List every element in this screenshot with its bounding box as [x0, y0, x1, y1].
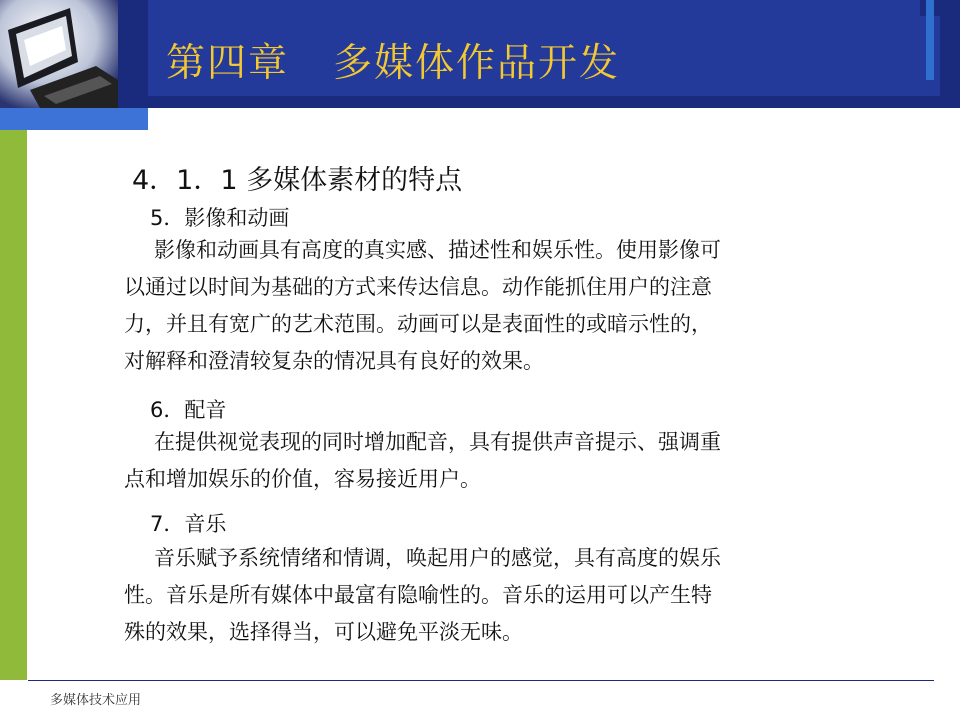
item-paragraph — [124, 232, 894, 380]
paragraph-line: 以通过以时间为基础的方式来传达信息。动作能抓住用户的注意 — [124, 275, 712, 299]
item-heading: 5．影像和动画 — [150, 206, 290, 230]
chapter-label: 第四章 — [166, 41, 290, 86]
paragraph-line: 点和增加娱乐的价值，容易接近用户。 — [124, 467, 481, 491]
paragraph-line: 影像和动画具有高度的真实感、描述性和娱乐性。使用影像可 — [154, 238, 721, 262]
footer-divider — [28, 680, 934, 681]
paragraph-line: 在提供视觉表现的同时增加配音，具有提供声音提示、强调重 — [154, 430, 721, 454]
section-heading: 4．1．1 多媒体素材的特点 — [132, 165, 463, 196]
paragraph-line: 殊的效果，选择得当，可以避免平淡无味。 — [124, 620, 523, 644]
paragraph-line: 音乐赋予系统情绪和情调，唤起用户的感觉，具有高度的娱乐 — [154, 546, 721, 570]
item-paragraph — [124, 424, 894, 498]
paragraph-line: 对解释和澄清较复杂的情况具有良好的效果。 — [124, 349, 544, 373]
item-heading: 7．音乐 — [150, 512, 227, 536]
paragraph-line: 力，并且有宽广的艺术范围。动画可以是表面性的或暗示性的， — [124, 312, 712, 336]
item-heading: 6．配音 — [150, 398, 227, 422]
paragraph-line: 性。音乐是所有媒体中最富有隐喻性的。音乐的运用可以产生特 — [124, 583, 712, 607]
footer-label: 多媒体技术应用 — [50, 693, 142, 708]
chapter-title: 多媒体作品开发 — [333, 41, 621, 86]
item-paragraph — [124, 540, 894, 651]
